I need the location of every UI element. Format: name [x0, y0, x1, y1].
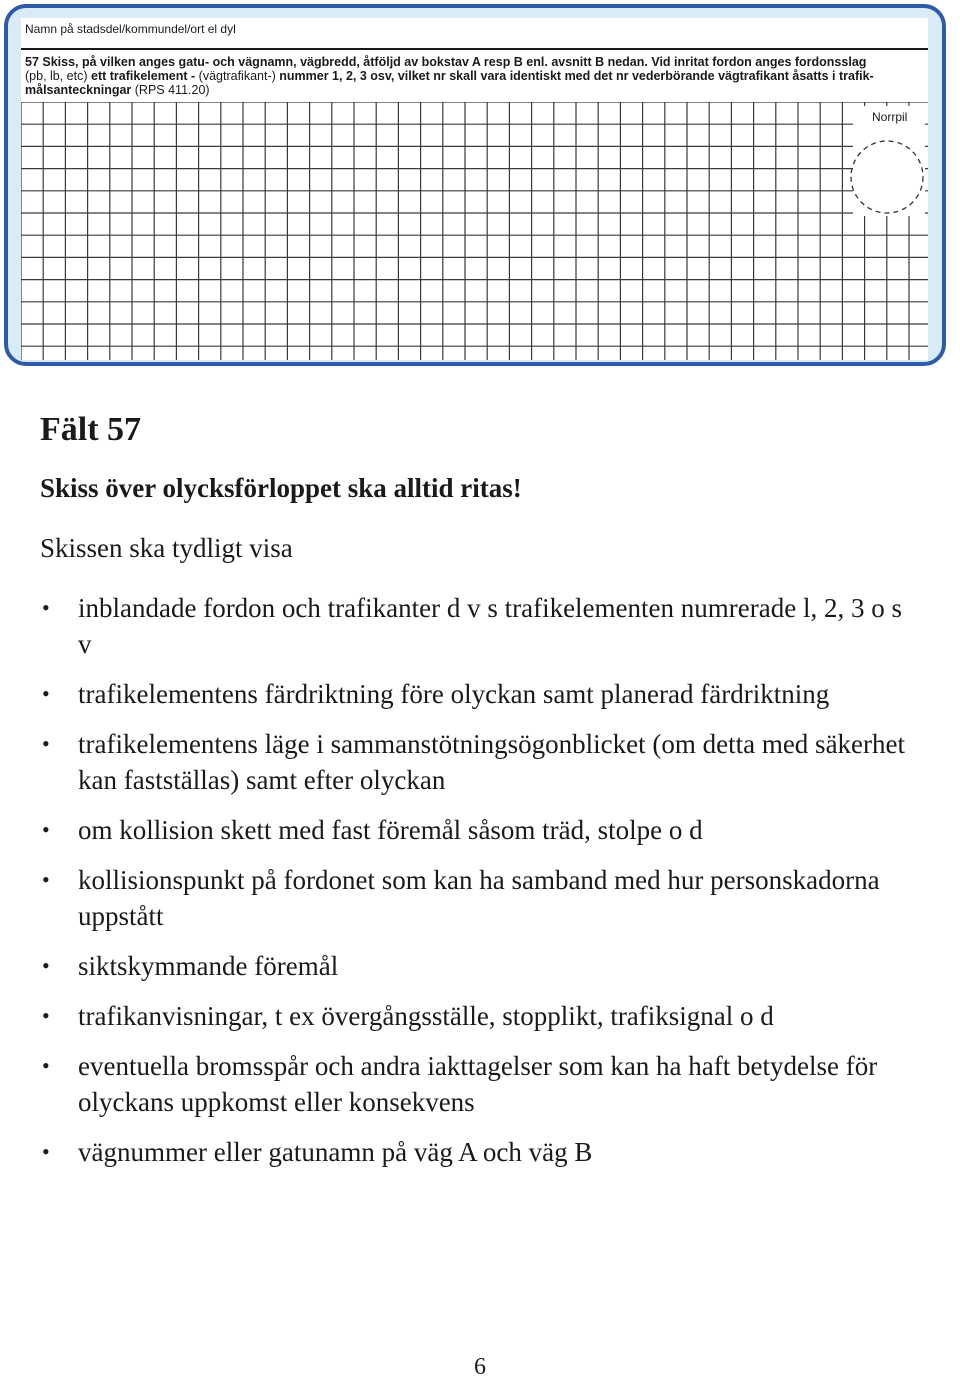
list-item — [40, 948, 920, 984]
list-item-text: kollisionspunkt på fordonet som kan ha samband med hur personskadorna uppstått — [78, 865, 880, 931]
bullet-icon: • — [42, 867, 50, 892]
section-title: Fält 57 — [40, 411, 142, 448]
bullet-icon: • — [42, 953, 50, 978]
list-item-text: vägnummer eller gatunamn på väg A och väg B — [78, 1137, 593, 1167]
list-item-text: trafikelementens färdriktning före olyckan samt planerad färdriktning — [78, 679, 830, 709]
accident-form-field-57 — [4, 4, 946, 366]
list-item — [40, 1134, 920, 1170]
bullet-icon: • — [42, 1139, 50, 1164]
road-user-text: (vägtrafikant-) — [198, 69, 276, 83]
list-item-text: siktskymmande föremål — [78, 951, 339, 981]
list-item — [40, 726, 920, 798]
list-item — [40, 862, 920, 934]
numbering-instruction: nummer 1, 2, 3 osv, vilket nr skall vara identiskt med det nr vederbörande vägtrafikant åsatts i trafik- — [275, 69, 874, 83]
list-item-text: trafikelementens läge i sammanstötningsögonblicket (om detta med säkerhet kan fastställas) samt efter olyckan — [78, 729, 906, 795]
list-item — [40, 676, 920, 712]
injury-records-text: målsanteckningar — [25, 83, 132, 97]
rps-reference: (RPS 411.20) — [131, 83, 210, 97]
requirements-list — [40, 590, 920, 1170]
intro-text: Skissen ska tydligt visa — [40, 533, 293, 563]
list-item-text: om kollision skett med fast föremål såsom träd, stolpe o d — [78, 815, 703, 845]
location-name-field[interactable] — [21, 18, 928, 50]
bullet-icon: • — [42, 1003, 50, 1028]
bullet-icon: • — [42, 681, 50, 706]
north-arrow-label: Norrpil — [869, 110, 910, 124]
bullet-icon: • — [42, 817, 50, 842]
location-name-label: Namn på stadsdel/kommundel/ort el dyl — [25, 22, 236, 36]
instructions-section — [40, 410, 920, 1184]
page-number: 6 — [474, 1354, 486, 1380]
form-sheet — [21, 18, 928, 360]
bullet-icon: • — [42, 731, 50, 756]
vehicle-type-examples: (pb, lb, etc) — [25, 69, 88, 83]
bullet-icon: • — [42, 1053, 50, 1078]
list-item-text: eventuella bromsspår och andra iakttagelser som kan ha haft betydelse för olyckans uppkomst eller konsekvens — [78, 1051, 878, 1117]
list-item-text: trafikanvisningar, t ex övergångsställe, stopplikt, trafiksignal o d — [78, 1001, 774, 1031]
list-item — [40, 590, 920, 662]
traffic-element-text: ett trafikelement - — [87, 69, 199, 83]
field-57-heading: 57 Skiss, på vilken anges gatu- och vägnamn, vägbredd, åtföljd av bokstav A resp B enl. avsnitt B nedan. Vid inritat fordon anges fordonsslag — [25, 55, 867, 69]
sketch-grid[interactable] — [21, 102, 928, 360]
field-57-instructions — [25, 55, 923, 97]
section-subtitle: Skiss över olycksförloppet ska alltid ritas! — [40, 473, 522, 503]
list-item — [40, 812, 920, 848]
list-item-text: inblandade fordon och trafikanter d v s trafikelementen numrerade l, 2, 3 o s v — [78, 593, 902, 659]
list-item — [40, 998, 920, 1034]
list-item — [40, 1048, 920, 1120]
bullet-icon: • — [42, 595, 50, 620]
